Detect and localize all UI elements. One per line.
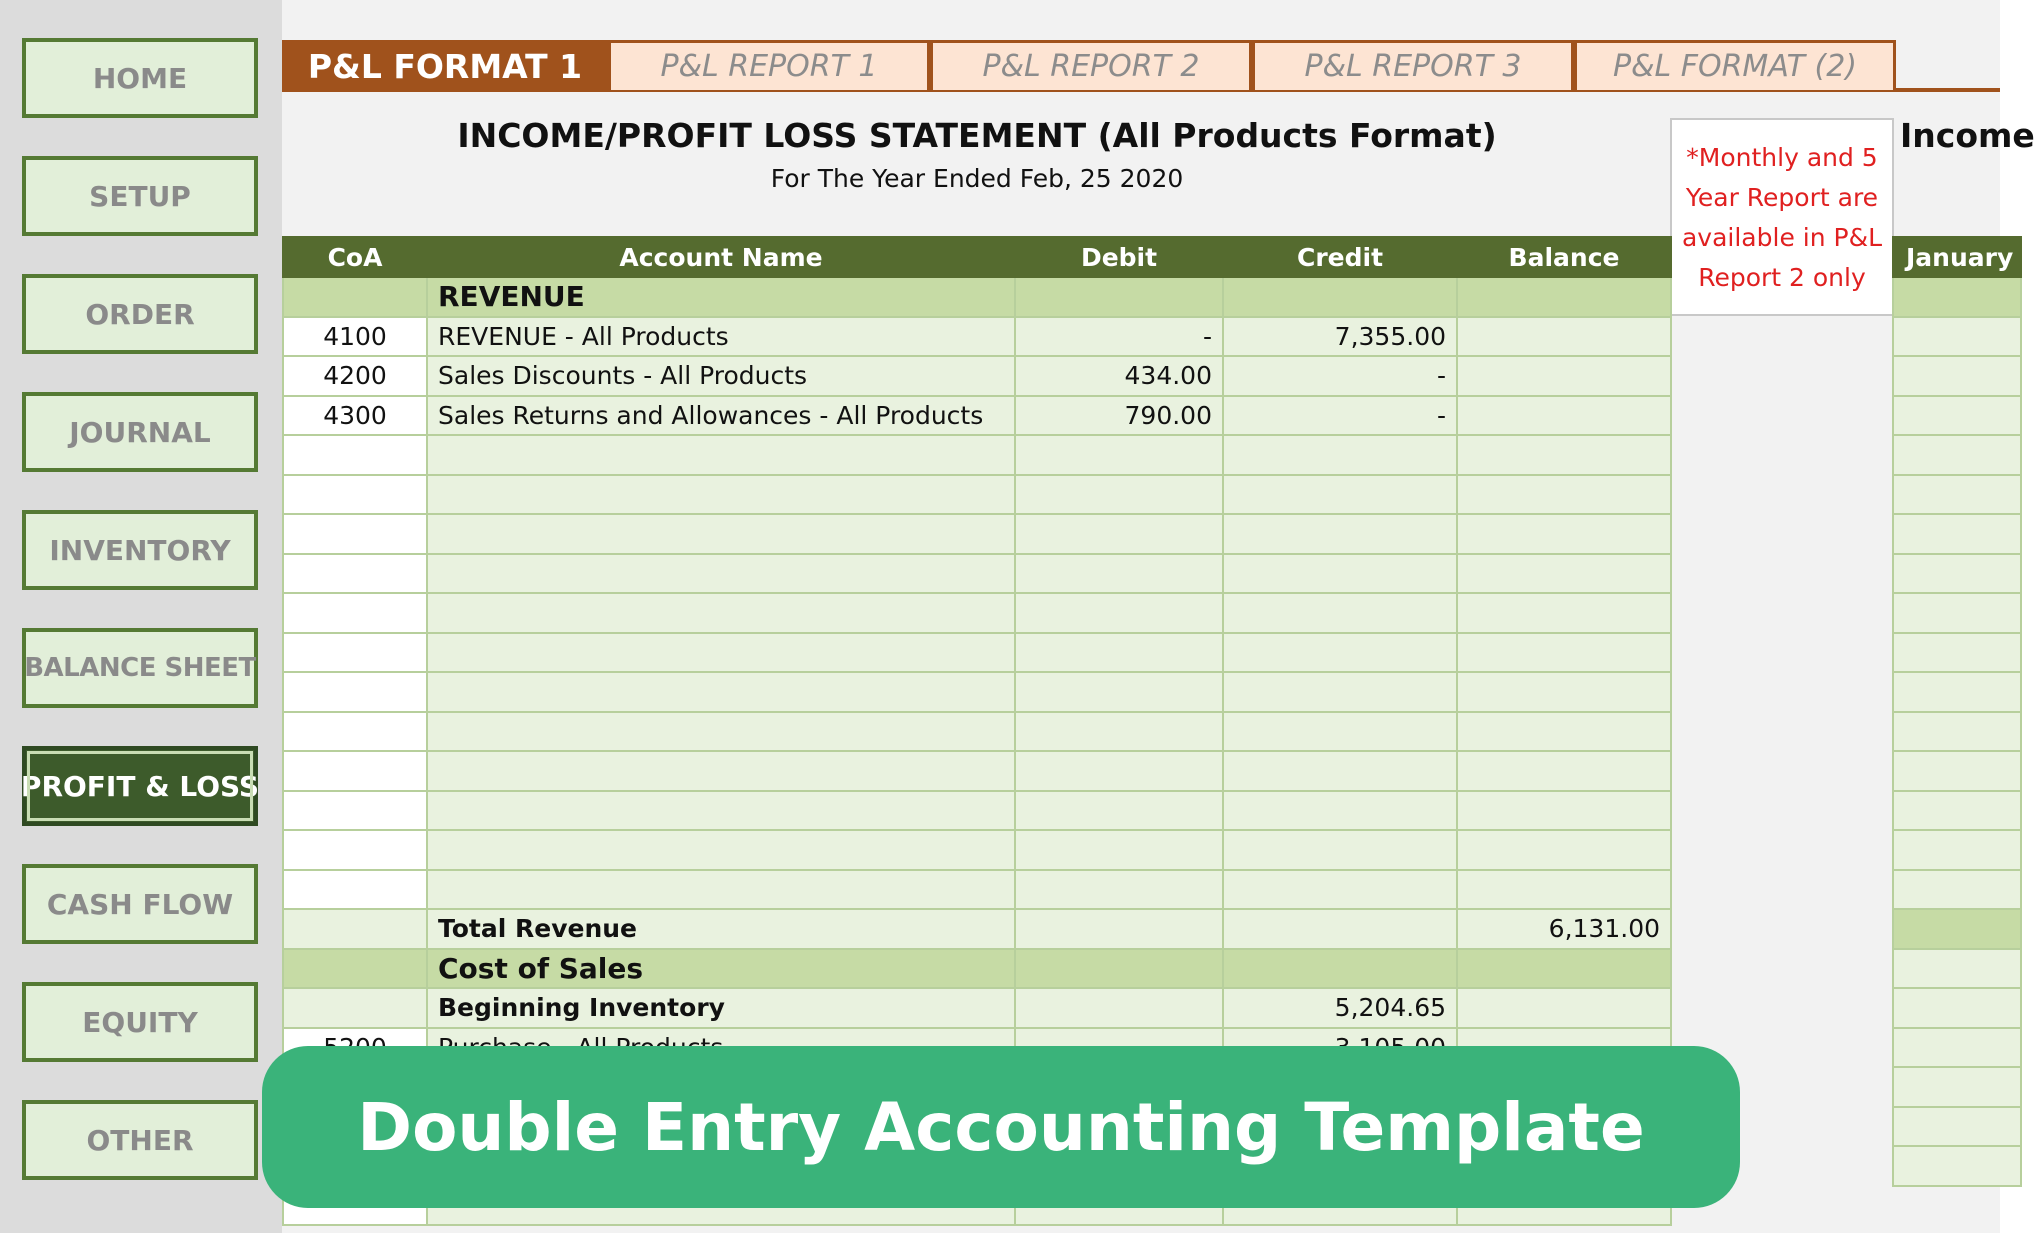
table-cell[interactable] [427, 751, 1015, 791]
empty-row [283, 554, 1671, 594]
table-row [283, 356, 1671, 396]
table-cell[interactable] [1457, 870, 1671, 910]
credit-cell[interactable]: 7,355.00 [1223, 317, 1457, 357]
table-cell[interactable] [1893, 593, 2021, 633]
table-row [1893, 1028, 2021, 1068]
table-row [1893, 870, 2021, 910]
table-cell[interactable] [1223, 791, 1457, 831]
table-cell[interactable] [283, 949, 427, 989]
table-row [1893, 791, 2021, 831]
table-cell[interactable] [1893, 949, 2021, 989]
table-cell[interactable] [427, 791, 1015, 831]
tab-pl-format-1[interactable]: P&L FORMAT 1 [282, 40, 608, 90]
table-cell[interactable] [1457, 633, 1671, 673]
table-cell[interactable] [1015, 514, 1223, 554]
table-row [1893, 317, 2021, 357]
account-name-cell[interactable]: REVENUE - All Products [427, 317, 1015, 357]
table-cell[interactable] [1223, 435, 1457, 475]
table-cell[interactable] [427, 593, 1015, 633]
table-cell[interactable] [1223, 870, 1457, 910]
header-coa: CoA [283, 237, 427, 277]
table-row [1893, 1146, 2021, 1186]
table-cell[interactable] [427, 712, 1015, 752]
account-name-cell[interactable]: Sales Discounts - All Products [427, 356, 1015, 396]
account-name-cell[interactable]: Sales Returns and Allowances - All Products [427, 396, 1015, 436]
empty-row [283, 514, 1671, 554]
note-line: Year Report are [1685, 183, 1879, 212]
table-cell[interactable] [1893, 356, 2021, 396]
table-cell[interactable] [1457, 475, 1671, 515]
table-row [1893, 751, 2021, 791]
table-cell[interactable] [1893, 554, 2021, 594]
coa-cell[interactable] [283, 712, 427, 752]
table-cell[interactable] [1015, 949, 1223, 989]
section-label-cost-of-sales[interactable]: Cost of Sales [427, 949, 1015, 989]
table-cell[interactable] [283, 988, 427, 1028]
empty-row [283, 435, 1671, 475]
table-cell[interactable] [1893, 475, 2021, 515]
table-cell[interactable] [1223, 830, 1457, 870]
statement-subtitle: For The Year Ended Feb, 25 2020 [770, 164, 1184, 193]
tab-pl-format-2[interactable]: P&L FORMAT (2) [1574, 40, 1896, 90]
note-line: Report 2 only [1698, 263, 1866, 292]
table-row [1893, 277, 2021, 317]
empty-row [283, 712, 1671, 752]
credit-cell[interactable]: - [1223, 396, 1457, 436]
beginning-inventory-label[interactable]: Beginning Inventory [427, 988, 1015, 1028]
table-cell[interactable] [1457, 672, 1671, 712]
tab-pl-report-1[interactable]: P&L REPORT 1 [608, 40, 930, 90]
table-row [1893, 475, 2021, 515]
table-cell[interactable] [1893, 712, 2021, 752]
table-cell[interactable] [1893, 317, 2021, 357]
header-january: January [1893, 237, 2021, 277]
table-row [1893, 830, 2021, 870]
table-cell[interactable] [1223, 712, 1457, 752]
coa-cell[interactable] [283, 435, 427, 475]
table-cell[interactable] [1223, 277, 1457, 317]
table-cell[interactable] [427, 554, 1015, 594]
table-row [283, 396, 1671, 436]
report-tab-bar [282, 38, 2000, 90]
table-cell[interactable] [1893, 1028, 2021, 1068]
table-cell[interactable] [1457, 554, 1671, 594]
nav-equity-button[interactable]: EQUITY [22, 982, 258, 1062]
table-cell[interactable] [1457, 751, 1671, 791]
table-cell[interactable] [1015, 633, 1223, 673]
table-cell[interactable] [1223, 672, 1457, 712]
table-cell[interactable] [1015, 672, 1223, 712]
header-balance: Balance [1457, 237, 1671, 277]
table-cell[interactable] [427, 475, 1015, 515]
empty-row [283, 791, 1671, 831]
table-row [1893, 396, 2021, 436]
nav-home-button[interactable]: HOME [22, 38, 258, 118]
nav-cash-flow-button[interactable]: CASH FLOW [22, 864, 258, 944]
section-row-revenue [283, 277, 1671, 317]
table-cell[interactable] [1893, 751, 2021, 791]
right-statement-title: Income [1900, 116, 2035, 155]
table-row [1893, 712, 2021, 752]
empty-row [283, 593, 1671, 633]
note-line: available in P&L [1681, 223, 1883, 252]
empty-row [283, 751, 1671, 791]
table-row [1893, 909, 2021, 949]
table-cell[interactable] [427, 633, 1015, 673]
table-cell[interactable] [1893, 435, 2021, 475]
table-cell[interactable] [1457, 949, 1671, 989]
table-cell[interactable] [1457, 791, 1671, 831]
table-cell[interactable] [1893, 1107, 2021, 1147]
table-row [1893, 554, 2021, 594]
coa-cell[interactable]: 4300 [283, 396, 427, 436]
table-cell[interactable] [283, 909, 427, 949]
table-cell[interactable] [1015, 830, 1223, 870]
coa-cell[interactable] [283, 514, 427, 554]
table-cell[interactable] [283, 277, 427, 317]
coa-cell[interactable]: 4200 [283, 356, 427, 396]
table-cell[interactable] [1223, 751, 1457, 791]
empty-row [283, 870, 1671, 910]
balance-cell[interactable] [1457, 317, 1671, 357]
balance-cell[interactable] [1457, 396, 1671, 436]
debit-cell[interactable]: 434.00 [1015, 356, 1223, 396]
beginning-inventory-row [283, 988, 1671, 1028]
table-header-row [1893, 237, 2021, 277]
table-cell[interactable] [1015, 870, 1223, 910]
total-revenue-balance[interactable]: 6,131.00 [1457, 909, 1671, 949]
table-row [283, 317, 1671, 357]
balance-cell[interactable] [1457, 356, 1671, 396]
nav-order-button[interactable]: ORDER [22, 274, 258, 354]
table-cell[interactable] [1015, 909, 1223, 949]
table-cell[interactable] [1015, 712, 1223, 752]
table-row [1893, 1067, 2021, 1107]
coa-cell[interactable] [283, 791, 427, 831]
nav-profit-loss-button[interactable]: PROFIT & LOSS [22, 746, 258, 826]
table-cell[interactable] [1893, 1146, 2021, 1186]
table-cell[interactable] [1015, 435, 1223, 475]
nav-journal-button[interactable]: JOURNAL [22, 392, 258, 472]
table-cell[interactable] [1893, 909, 2021, 949]
table-cell[interactable] [1015, 277, 1223, 317]
table-cell[interactable] [1893, 396, 2021, 436]
table-cell[interactable] [1457, 435, 1671, 475]
table-cell[interactable] [1223, 593, 1457, 633]
table-row [1893, 435, 2021, 475]
nav-balance-sheet-button[interactable]: BALANCE SHEET [22, 628, 258, 708]
table-cell[interactable] [1015, 475, 1223, 515]
table-cell[interactable] [427, 830, 1015, 870]
section-row-cost-of-sales [283, 949, 1671, 989]
table-cell[interactable] [1015, 791, 1223, 831]
nav-setup-button[interactable]: SETUP [22, 156, 258, 236]
coa-cell[interactable] [283, 475, 427, 515]
table-cell[interactable] [1457, 514, 1671, 554]
table-cell[interactable] [1893, 633, 2021, 673]
header-debit: Debit [1015, 237, 1223, 277]
table-row [1893, 988, 2021, 1028]
credit-cell[interactable]: - [1223, 356, 1457, 396]
monthly-preview-table [1892, 236, 2022, 1187]
table-cell[interactable] [1223, 909, 1457, 949]
tab-pl-report-2[interactable]: P&L REPORT 2 [930, 40, 1252, 90]
total-revenue-row [283, 909, 1671, 949]
table-row [1893, 672, 2021, 712]
sidebar [0, 0, 282, 1233]
nav-other-button[interactable]: OTHER [22, 1100, 258, 1180]
table-cell[interactable] [1457, 712, 1671, 752]
table-cell[interactable] [1015, 593, 1223, 633]
table-cell[interactable] [1223, 514, 1457, 554]
table-cell[interactable] [1457, 988, 1671, 1028]
table-row [1893, 633, 2021, 673]
table-cell[interactable] [1223, 949, 1457, 989]
coa-cell[interactable]: 4100 [283, 317, 427, 357]
table-cell[interactable] [427, 514, 1015, 554]
table-cell[interactable] [427, 672, 1015, 712]
table-row [1893, 356, 2021, 396]
banner-text: Double Entry Accounting Template [357, 1088, 1645, 1166]
section-label-revenue[interactable]: REVENUE [427, 277, 1015, 317]
table-cell[interactable] [1893, 514, 2021, 554]
table-cell[interactable] [1893, 672, 2021, 712]
table-cell[interactable] [1893, 1067, 2021, 1107]
beginning-inventory-credit[interactable]: 5,204.65 [1223, 988, 1457, 1028]
table-cell[interactable] [1015, 554, 1223, 594]
table-header-row [283, 237, 1671, 277]
empty-row [283, 633, 1671, 673]
nav-inventory-button[interactable]: INVENTORY [22, 510, 258, 590]
table-row [1893, 514, 2021, 554]
promo-banner [262, 1046, 1740, 1208]
table-cell[interactable] [1893, 277, 2021, 317]
table-cell[interactable] [1223, 554, 1457, 594]
table-cell[interactable] [1457, 830, 1671, 870]
empty-row [283, 830, 1671, 870]
coa-cell[interactable] [283, 593, 427, 633]
table-cell[interactable] [1893, 830, 2021, 870]
statement-title: INCOME/PROFIT LOSS STATEMENT (All Products Format) [457, 116, 1497, 155]
table-row [1893, 593, 2021, 633]
coa-cell[interactable] [283, 751, 427, 791]
header-account-name: Account Name [427, 237, 1015, 277]
table-cell[interactable] [1223, 475, 1457, 515]
note-line: *Monthly and 5 [1686, 143, 1878, 172]
table-cell[interactable] [1893, 791, 2021, 831]
table-row [1893, 949, 2021, 989]
table-cell[interactable] [427, 870, 1015, 910]
table-cell[interactable] [1893, 988, 2021, 1028]
debit-cell[interactable]: - [1015, 317, 1223, 357]
tab-pl-report-3[interactable]: P&L REPORT 3 [1252, 40, 1574, 90]
coa-cell[interactable] [283, 870, 427, 910]
table-cell[interactable] [1015, 988, 1223, 1028]
debit-cell[interactable]: 790.00 [1015, 396, 1223, 436]
coa-cell[interactable] [283, 672, 427, 712]
table-cell[interactable] [1457, 277, 1671, 317]
table-cell[interactable] [1223, 633, 1457, 673]
empty-row [283, 672, 1671, 712]
table-cell[interactable] [1015, 751, 1223, 791]
table-cell[interactable] [1893, 870, 2021, 910]
coa-cell[interactable] [283, 830, 427, 870]
total-revenue-label[interactable]: Total Revenue [427, 909, 1015, 949]
report-note [1670, 118, 1894, 316]
coa-cell[interactable] [283, 554, 427, 594]
table-cell[interactable] [1457, 593, 1671, 633]
table-row [1893, 1107, 2021, 1147]
empty-row [283, 475, 1671, 515]
header-credit: Credit [1223, 237, 1457, 277]
coa-cell[interactable] [283, 633, 427, 673]
table-cell[interactable] [427, 435, 1015, 475]
